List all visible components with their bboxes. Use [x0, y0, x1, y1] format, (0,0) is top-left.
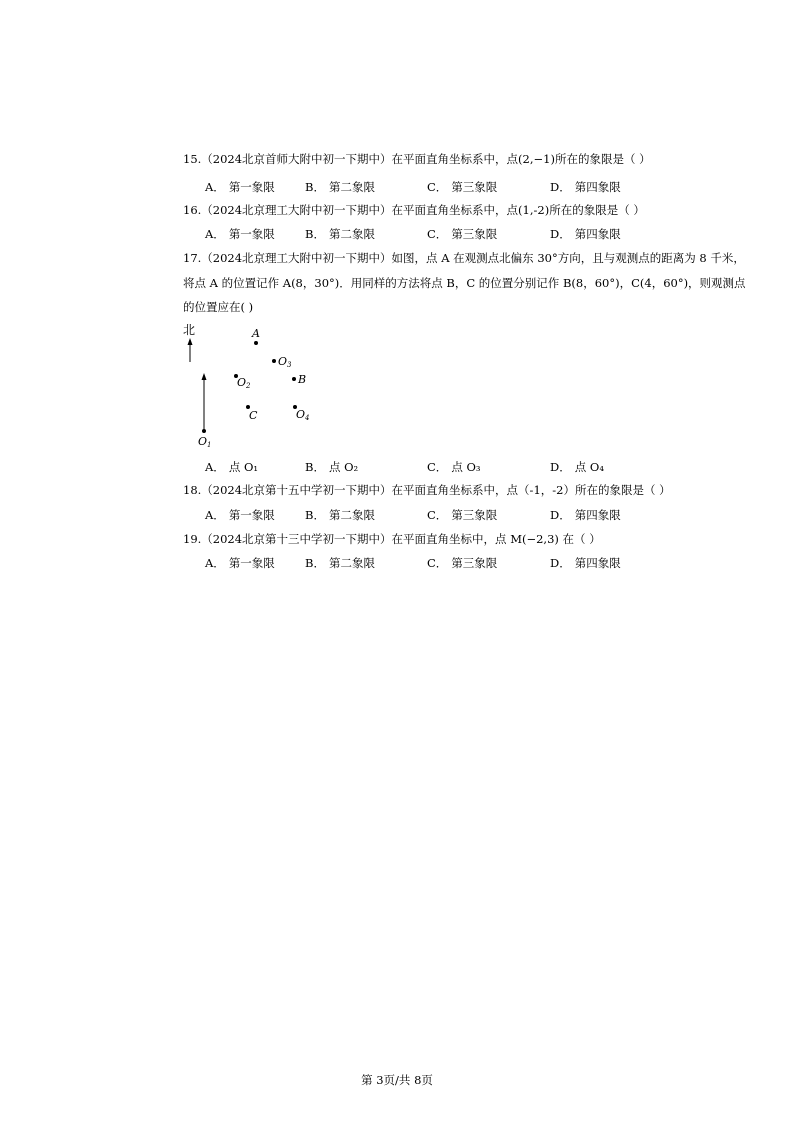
option-d: D． 第四象限: [550, 508, 621, 522]
page-footer: 第 3页/共 8页: [361, 1073, 433, 1087]
label-c: C: [249, 409, 258, 422]
option-c: C． 第三象限: [427, 227, 498, 241]
label-a: A: [252, 327, 260, 340]
option-a: A． 第一象限: [205, 508, 275, 522]
option-c: C． 第三象限: [427, 180, 498, 194]
point-o1: [202, 429, 206, 433]
option-b: B． 第二象限: [305, 227, 375, 241]
option-d: D． 点 O₄: [550, 460, 604, 474]
north-label: 北: [183, 323, 196, 337]
point-b: [292, 377, 296, 381]
option-b: B． 第二象限: [305, 180, 375, 194]
option-a: A． 第一象限: [205, 180, 275, 194]
question-15-stem: 15.（2024北京首师大附中初一下期中）在平面直角坐标系中，点(2,−1)所在的象限是（ ）: [183, 152, 651, 166]
option-d: D． 第四象限: [550, 180, 621, 194]
option-b: B． 第二象限: [305, 508, 375, 522]
option-d: D． 第四象限: [550, 227, 621, 241]
question-16-stem: 16.（2024北京理工大附中初一下期中）在平面直角坐标系中，点(1,-2)所在的象限是（ ）: [183, 203, 645, 217]
question-17-stem-line-3: 的位置应在( ): [183, 300, 254, 314]
option-b: B． 第二象限: [305, 556, 375, 570]
point-a: [254, 341, 258, 345]
question-17-stem-line-1: 17.（2024北京理工大附中初一下期中）如图，点 A 在观测点北偏东 30°方向，且与观测点的距离为 8 千米，: [183, 251, 745, 265]
option-c: C． 第三象限: [427, 556, 498, 570]
bearing-figure: [175, 318, 335, 453]
label-o4: O4: [296, 408, 310, 422]
question-17-stem-line-2: 将点 A 的位置记作 A(8，30°)．用同样的方法将点 B，C 的位置分别记作 B(8，60°)，C(4，60°)，则观测点: [183, 276, 746, 290]
option-c: C． 第三象限: [427, 508, 498, 522]
option-a: A． 第一象限: [205, 227, 275, 241]
point-o3: [272, 359, 276, 363]
option-d: D． 第四象限: [550, 556, 621, 570]
label-b: B: [298, 373, 307, 386]
question-19-stem: 19.（2024北京第十三中学初一下期中）在平面直角坐标中，点 M(−2,3) 在（ ）: [183, 532, 601, 546]
observation-arrowhead-icon: [202, 373, 207, 380]
label-o3: O3: [278, 355, 292, 369]
option-a: A． 点 O₁: [205, 460, 259, 474]
option-c: C． 点 O₃: [427, 460, 481, 474]
label-o2: O2: [237, 376, 251, 390]
option-a: A． 第一象限: [205, 556, 275, 570]
option-b: B． 点 O₂: [305, 460, 359, 474]
label-o1: O1: [198, 435, 212, 449]
north-arrowhead-icon: [188, 338, 193, 345]
question-18-stem: 18.（2024北京第十五中学初一下期中）在平面直角坐标系中，点（-1，-2）所在的象限是（ ）: [183, 483, 671, 497]
